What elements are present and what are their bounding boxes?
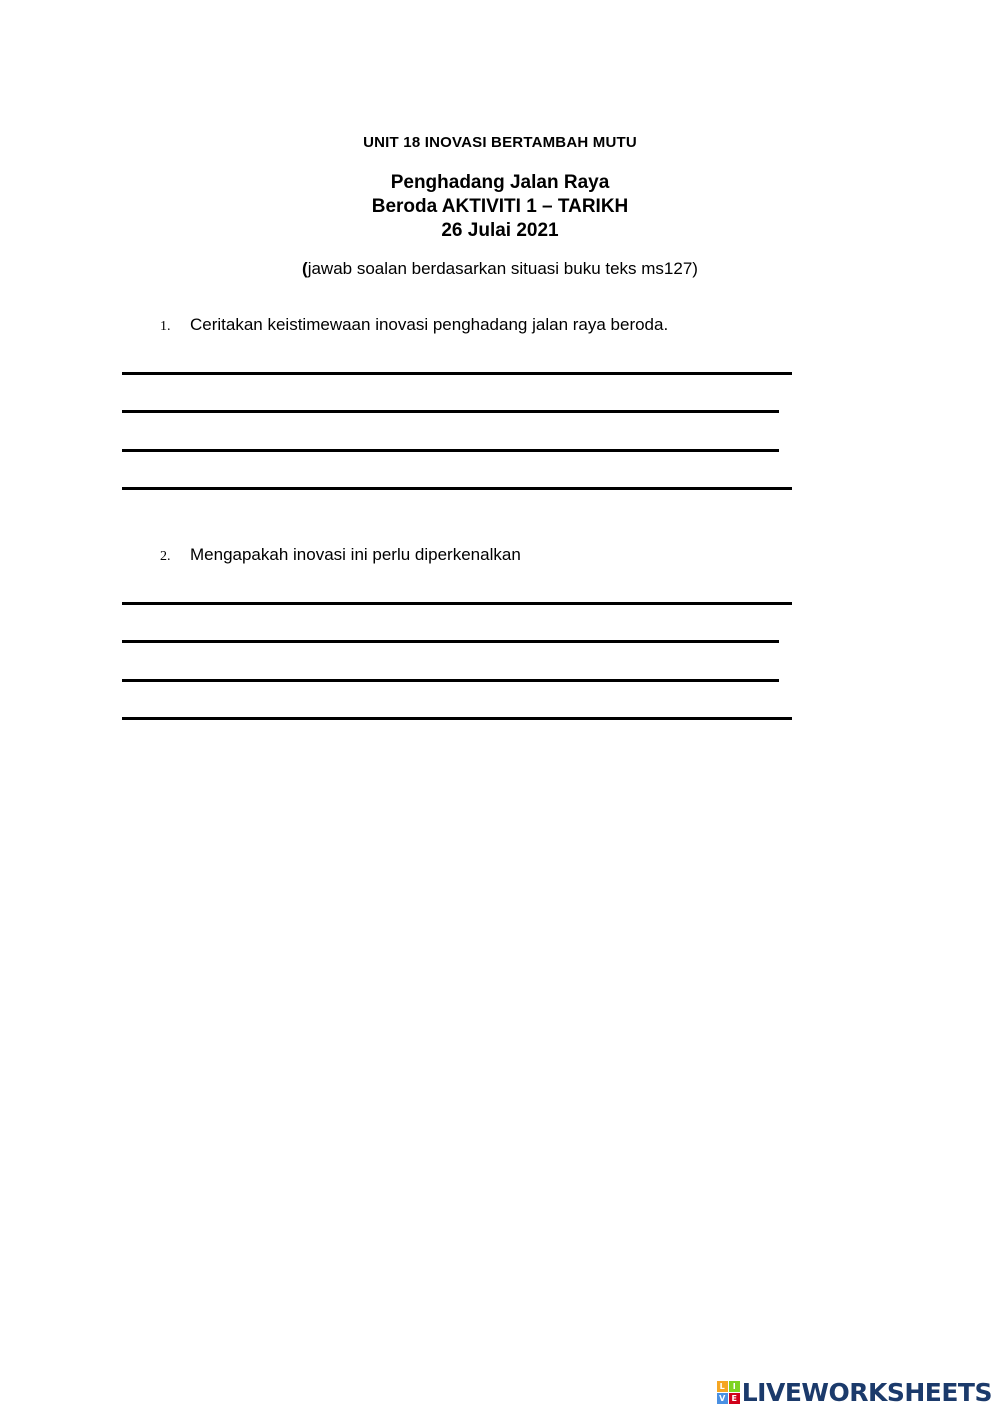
answer-line-q1-4[interactable] (122, 487, 792, 490)
question-2 (160, 545, 521, 565)
answer-line-q1-3[interactable] (122, 449, 779, 452)
instruction-open-paren: ( (302, 259, 308, 278)
title-line-3: 26 Julai 2021 (441, 220, 559, 241)
logo-mark-icon (717, 1381, 740, 1404)
question-number: 2. (160, 549, 171, 564)
answer-line-q1-2[interactable] (122, 410, 779, 413)
logo-tile: L (717, 1381, 728, 1392)
instruction-text (0, 259, 1000, 279)
worksheet-title (0, 171, 1000, 243)
question-text: Mengapakah inovasi ini perlu diperkenalkan (190, 545, 521, 564)
logo-text: LIVEWORKSHEETS (741, 1377, 992, 1407)
question-number: 1. (160, 319, 171, 334)
logo-tile: V (717, 1393, 728, 1404)
answer-line-q2-4[interactable] (122, 717, 792, 720)
question-1 (160, 315, 668, 335)
title-line-1: Penghadang Jalan Raya (390, 172, 610, 193)
answer-line-q2-2[interactable] (122, 640, 779, 643)
title-line-2: Beroda AKTIVITI 1 – TARIKH (371, 196, 629, 217)
unit-title: UNIT 18 INOVASI BERTAMBAH MUTU (363, 134, 637, 151)
liveworksheets-logo (717, 1377, 992, 1407)
instruction-body: jawab soalan berdasarkan situasi buku teks ms127) (307, 259, 698, 278)
answer-line-q1-1[interactable] (122, 372, 792, 375)
logo-tile: I (729, 1381, 740, 1392)
logo-tile: E (729, 1393, 740, 1404)
answer-line-q2-1[interactable] (122, 602, 792, 605)
question-text: Ceritakan keistimewaan inovasi penghadang jalan raya beroda. (190, 315, 669, 334)
answer-line-q2-3[interactable] (122, 679, 779, 682)
